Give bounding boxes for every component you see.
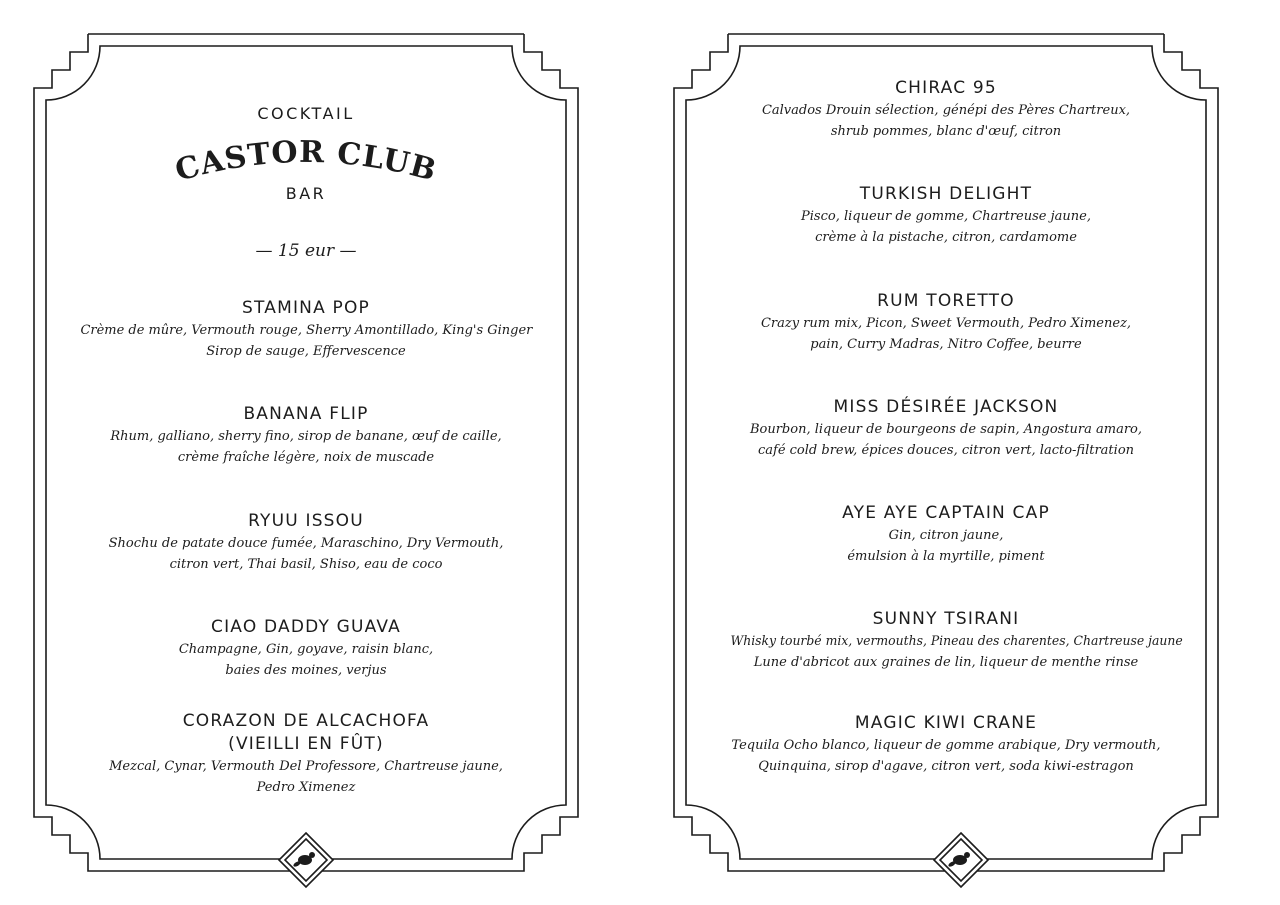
drink-description-line: Sirop de sauge, Effervescence: [206, 344, 406, 359]
drink-name: SUNNY TSIRANI: [872, 609, 1020, 629]
drink-description-line: Lune d'abricot aux graines de lin, liqueur de menthe rinse: [753, 655, 1139, 670]
drink-item: [720, 183, 1172, 248]
drink-name: STAMINA POP: [242, 298, 370, 318]
drink-description-line: baies des moines, verjus: [225, 663, 387, 678]
drink-item: [80, 297, 532, 362]
drink-description: [80, 639, 532, 681]
drink-item: [720, 77, 1172, 142]
drink-description-line: émulsion à la myrtille, piment: [847, 549, 1045, 564]
drink-name: RYUU ISSOU: [248, 511, 364, 531]
drink-description-line: Quinquina, sirop d'agave, citron vert, soda kiwi-estragon: [758, 759, 1134, 774]
drink-name: CHIRAC 95: [895, 78, 997, 98]
drink-description: [80, 320, 532, 362]
drink-description: [720, 419, 1172, 461]
drink-list-left: [80, 0, 532, 905]
drink-description-line: Mezcal, Cynar, Vermouth Del Professore, Chartreuse jaune,: [109, 759, 503, 774]
drink-description-line: Tequila Ocho blanco, liqueur de gomme arabique, Dry vermouth,: [731, 738, 1161, 753]
drink-description-line: pain, Curry Madras, Nitro Coffee, beurre: [810, 337, 1082, 352]
drink-name: CIAO DADDY GUAVA: [211, 617, 401, 637]
drink-item: [720, 712, 1172, 777]
drink-description-line: shrub pommes, blanc d'œuf, citron: [830, 124, 1062, 139]
drink-description-line: Champagne, Gin, goyave, raisin blanc,: [178, 642, 434, 657]
drink-item: [720, 608, 1183, 673]
drink-description-line: Rhum, galliano, sherry fino, sirop de banane, œuf de caille,: [110, 429, 502, 444]
drink-description-line: crème à la pistache, citron, cardamome: [815, 230, 1077, 245]
drink-name: BANANA FLIP: [243, 404, 369, 424]
svg-text:CASTOR CLUB: CASTOR CLUB: [171, 136, 441, 188]
drink-description: [720, 206, 1172, 248]
drink-description: [720, 525, 1172, 567]
drink-description: [720, 313, 1172, 355]
menu-page-left: [0, 0, 612, 905]
drink-description-line: Bourbon, liqueur de bourgeons de sapin, Angostura amaro,: [749, 422, 1143, 437]
drink-description-line: crème fraîche légère, noix de muscade: [177, 450, 435, 465]
drink-name: RUM TORETTO: [877, 291, 1015, 311]
drink-description-line: Crazy rum mix, Picon, Sweet Vermouth, Pedro Ximenez,: [760, 316, 1132, 331]
drink-name: AYE AYE CAPTAIN CAP: [842, 503, 1050, 523]
drink-name: TURKISH DELIGHT: [859, 184, 1033, 204]
drink-item: [720, 396, 1172, 461]
drink-description-line: Shochu de patate douce fumée, Maraschino, Dry Vermouth,: [108, 536, 504, 551]
drink-item: [720, 290, 1172, 355]
drink-name: CORAZON DE ALCACHOFA: [182, 711, 430, 731]
price-label: — 15 eur —: [255, 241, 357, 261]
drink-name: MAGIC KIWI CRANE: [854, 713, 1038, 733]
drink-description-line: Pedro Ximenez: [256, 780, 356, 795]
drink-description: [80, 533, 532, 575]
drink-description: [80, 756, 532, 798]
drink-description: [80, 426, 532, 468]
drink-item: [80, 616, 532, 681]
drink-description: [720, 735, 1172, 777]
drink-item: [80, 710, 532, 798]
menu-page-right: [640, 0, 1252, 905]
drink-description-line: citron vert, Thai basil, Shiso, eau de coco: [169, 557, 443, 572]
drink-list-right: [720, 0, 1183, 905]
drink-description: [720, 631, 1183, 673]
drink-description-line: Pisco, liqueur de gomme, Chartreuse jaune,: [801, 209, 1091, 224]
drink-description-line: Calvados Drouin sélection, génépi des Pères Chartreux,: [761, 103, 1131, 118]
drink-description: [720, 100, 1172, 142]
drink-name: (VIEILLI EN FÛT): [228, 734, 384, 754]
drink-item: [80, 403, 532, 468]
header-cocktail: COCKTAIL: [257, 104, 355, 123]
drink-name: MISS DÉSIRÉE JACKSON: [833, 397, 1059, 417]
drink-item: [720, 502, 1172, 567]
drink-description-line: Whisky tourbé mix, vermouths, Pineau des charentes, Chartreuse jaune: [730, 634, 1183, 649]
drink-description-line: Gin, citron jaune,: [888, 528, 1004, 543]
drink-item: [80, 510, 532, 575]
drink-description-line: Crème de mûre, Vermouth rouge, Sherry Amontillado, King's Ginger: [80, 323, 533, 338]
header-bar: BAR: [285, 184, 327, 203]
drink-description-line: café cold brew, épices douces, citron vert, lacto-filtration: [757, 443, 1135, 458]
